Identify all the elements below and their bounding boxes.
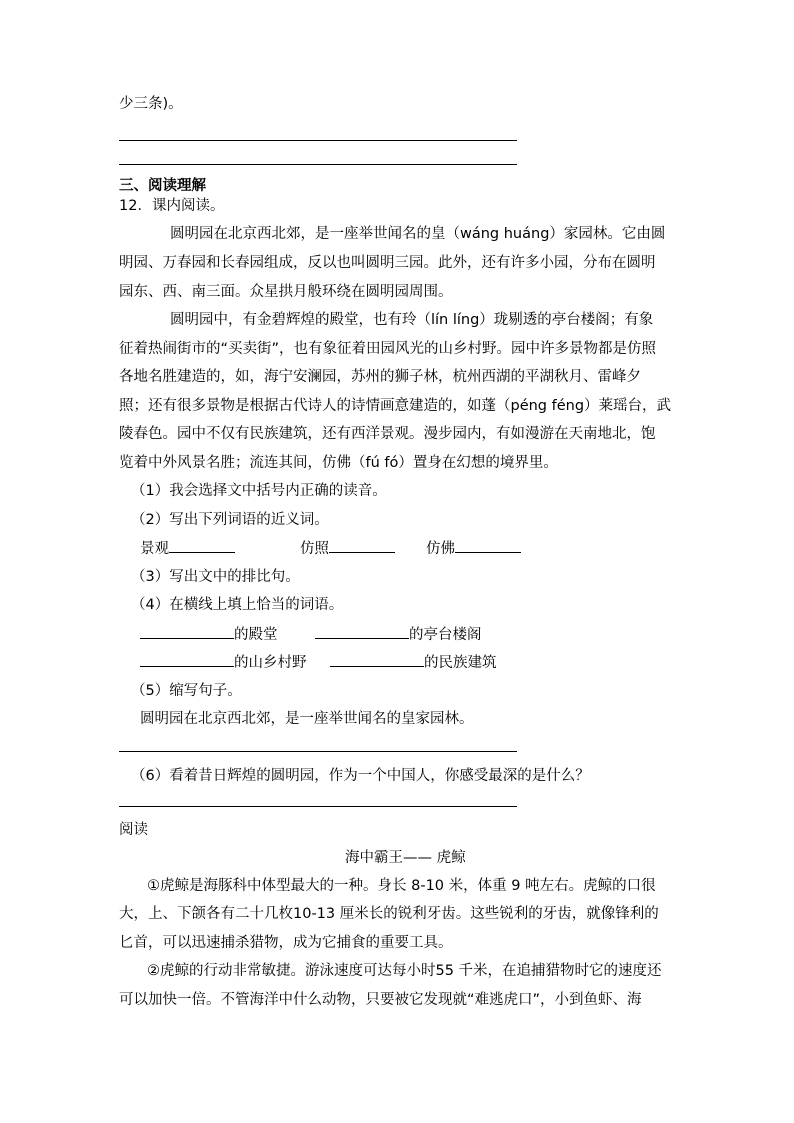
passage-line: 览着中外风景名胜；流连其间，仿佛（fú fó）置身在幻想的境界里。	[119, 455, 558, 471]
sub-question-3: （3）写出文中的排比句。	[131, 569, 300, 585]
sentence-to-shorten: 圆明园在北京西北郊，是一座举世闻名的皇家园林。	[140, 711, 474, 727]
fill-item	[140, 652, 307, 673]
article-line: 可以加快一倍。不管海洋中什么动物，只要被它发现就“难逃虎口”，小到鱼虾、海	[119, 992, 642, 1008]
fill-suffix: 的殿堂	[234, 627, 278, 643]
continuation-text: 少三条)。	[119, 96, 183, 112]
section-heading: 三、阅读理解	[119, 178, 206, 194]
passage-line: 征着热闹街市的“买卖街”，也有象征着田园风光的山乡村野。园中许多景物都是仿照	[119, 341, 657, 357]
answer-blank[interactable]	[329, 538, 395, 553]
passage-line: 陵春色。园中不仅有民族建筑，还有西洋景观。漫步园内，有如漫游在天南地北，饱	[119, 426, 656, 442]
sub-question-5: （5）缩写句子。	[131, 683, 242, 699]
sub-question-6: （6）看着昔日辉煌的圆明园，作为一个中国人，你感受最深的是什么？	[131, 768, 590, 784]
passage-line: 圆明园在北京西北郊，是一座举世闻名的皇（wáng huáng）家园林。它由圆	[170, 226, 666, 242]
sub-question-4: （4）在横线上填上恰当的词语。	[131, 597, 344, 613]
synonym-word: 仿佛	[426, 541, 455, 557]
answer-line[interactable]	[119, 140, 517, 141]
fill-suffix: 的山乡村野	[234, 655, 307, 671]
article-line: 匕首，可以迅速捕杀猎物，成为它捕食的重要工具。	[119, 935, 453, 951]
article-line: ①虎鲸是海豚科中体型最大的一种。身长 8-10 米，体重 9 吨左右。虎鲸的口很	[147, 878, 656, 894]
fill-suffix: 的亭台楼阁	[409, 627, 482, 643]
synonym-word: 仿照	[300, 541, 329, 557]
article-title: 海中霸王—— 虎鲸	[345, 850, 466, 866]
article-line: ②虎鲸的行动非常敏捷。游泳速度可达每小时55 千米，在追捕猎物时它的速度还	[147, 963, 662, 979]
passage-line: 园东、西、南三面。众星拱月般环绕在圆明园周围。	[119, 284, 453, 300]
answer-line[interactable]	[119, 164, 517, 165]
synonym-item	[300, 538, 395, 559]
answer-line[interactable]	[119, 751, 517, 752]
question-12-title: 12．课内阅读。	[119, 198, 225, 214]
article-line: 大，上、下颌各有二十几枚10-13 厘米长的锐利牙齿。这些锐利的牙齿，就像锋利的	[119, 906, 659, 922]
passage-line: 圆明园中，有金碧辉煌的殿堂，也有玲（lín líng）珑剔透的亭台楼阁；有象	[170, 312, 654, 328]
answer-blank[interactable]	[455, 538, 521, 553]
fill-item	[315, 624, 482, 645]
passage-line: 照；还有很多景物是根据古代诗人的诗情画意建造的，如蓬（péng féng）莱瑶台，武	[119, 398, 672, 414]
sub-question-2: （2）写出下列词语的近义词。	[131, 512, 329, 528]
answer-blank[interactable]	[330, 652, 424, 667]
answer-blank[interactable]	[315, 624, 409, 639]
fill-item	[140, 624, 278, 645]
synonym-word: 景观	[140, 541, 169, 557]
reading-label: 阅读	[119, 822, 148, 838]
answer-blank[interactable]	[140, 652, 234, 667]
synonym-item	[140, 538, 235, 559]
answer-blank[interactable]	[140, 624, 234, 639]
passage-line: 明园、万春园和长春园组成，反以也叫圆明三园。此外，还有许多小园，分布在圆明	[119, 255, 656, 271]
synonym-item	[426, 538, 521, 559]
passage-line: 各地名胜建造的，如，海宁安澜园，苏州的狮子林，杭州西湖的平湖秋月、雷峰夕	[119, 369, 641, 385]
answer-line[interactable]	[119, 806, 517, 807]
fill-item	[330, 652, 497, 673]
sub-question-1: （1）我会选择文中括号内正确的读音。	[131, 483, 387, 499]
answer-blank[interactable]	[169, 538, 235, 553]
fill-suffix: 的民族建筑	[424, 655, 497, 671]
